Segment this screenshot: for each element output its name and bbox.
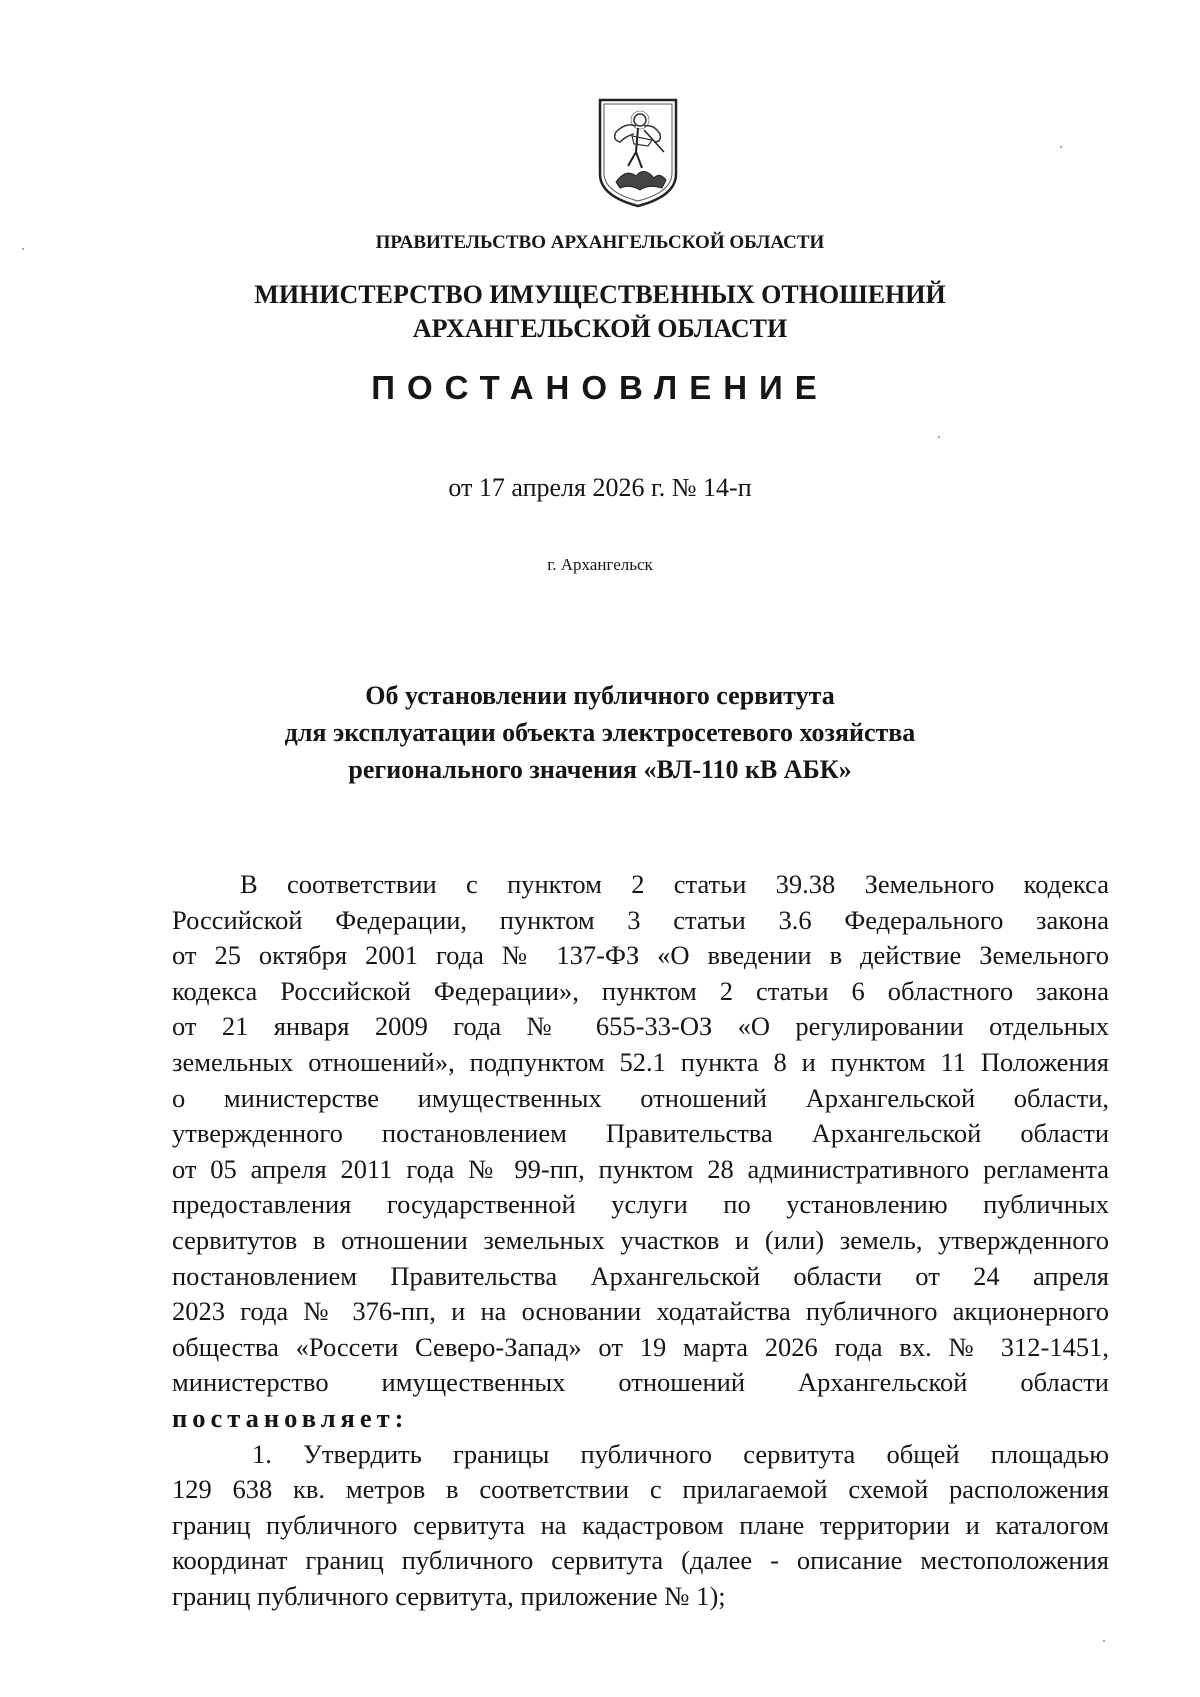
document-type: ПОСТАНОВЛЕНИЕ	[371, 369, 829, 406]
arkhangelsk-coat-of-arms-icon	[596, 96, 680, 208]
government-name: ПРАВИТЕЛЬСТВО АРХАНГЕЛЬСКОЙ ОБЛАСТИ	[375, 232, 825, 253]
preamble-line: земельных отношений», подпунктом 52.1 пункта 8 и пунктом 11 Положения	[172, 1046, 1109, 1077]
scan-speck	[22, 248, 24, 250]
title-line: регионального значения «ВЛ-110 кВ АБК»	[348, 755, 852, 784]
document-date-number: от 17 апреля 2026 г. № 14-п	[448, 473, 752, 502]
title-line: для эксплуатации объекта электросетевого хозяйства	[284, 718, 916, 747]
preamble-line: предоставления государственной услуги по установлению публичных	[172, 1189, 1109, 1220]
item1-line: 1. Утвердить границы публичного сервитута общей площадью	[252, 1438, 1109, 1469]
preamble-line: от 21 января 2009 года № 655-33-ОЗ «О регулировании отдельных	[172, 1011, 1109, 1042]
ministry-name	[0, 278, 1200, 346]
item1-line: границ публичного сервитута на кадастровом плане территории и каталогом	[172, 1509, 1109, 1540]
ministry-name-line: АРХАНГЕЛЬСКОЙ ОБЛАСТИ	[412, 314, 788, 343]
scan-speck	[938, 436, 940, 438]
preamble-line: кодекса Российской Федерации», пунктом 2 статьи 6 областного закона	[172, 975, 1109, 1006]
document-title	[0, 677, 1200, 788]
preamble-line: сервитутов в отношении земельных участков и (или) земель, утвержденного	[172, 1224, 1109, 1255]
title-line: Об установлении публичного сервитута	[365, 681, 835, 710]
preamble-line: 2023 года № 376-пп, и на основании ходатайства публичного акционерного	[172, 1296, 1109, 1327]
resolves-word: постановляет:	[172, 1402, 409, 1433]
preamble-line: постановлением Правительства Архангельской области от 24 апреля	[172, 1260, 1109, 1291]
preamble-line: В соответствии с пунктом 2 статьи 39.38 Земельного кодекса	[240, 869, 1109, 899]
preamble-line: министерство имущественных отношений Архангельской области	[172, 1367, 1109, 1398]
item1-line: координат границ публичного сервитута (далее - описание местоположения	[172, 1545, 1109, 1576]
ministry-name-line: МИНИСТЕРСТВО ИМУЩЕСТВЕННЫХ ОТНОШЕНИЙ	[254, 280, 946, 309]
item1-line: границ публичного сервитута, приложение № 1);	[172, 1580, 726, 1611]
preamble-line: Российской Федерации, пунктом 3 статьи 3.6 Федерального закона	[172, 904, 1109, 935]
preamble-line: от 25 октября 2001 года № 137-ФЗ «О введении в действие Земельного	[172, 940, 1109, 971]
preamble-line: от 05 апреля 2011 года № 99-пп, пунктом 28 административного регламента	[172, 1153, 1109, 1184]
preamble-line: о министерстве имущественных отношений Архангельской области,	[172, 1082, 1109, 1113]
preamble-line: утвержденного постановлением Правительства Архангельской области	[172, 1118, 1109, 1149]
scan-speck	[1103, 1640, 1105, 1642]
document-city: г. Архангельск	[547, 555, 653, 574]
document-body	[172, 867, 1109, 1614]
preamble-line: общества «Россети Северо-Запад» от 19 марта 2026 года вх. № 312-1451,	[172, 1331, 1109, 1362]
item1-line: 129 638 кв. метров в соответствии с прилагаемой схемой расположения	[172, 1474, 1109, 1505]
scan-speck	[1060, 146, 1062, 148]
